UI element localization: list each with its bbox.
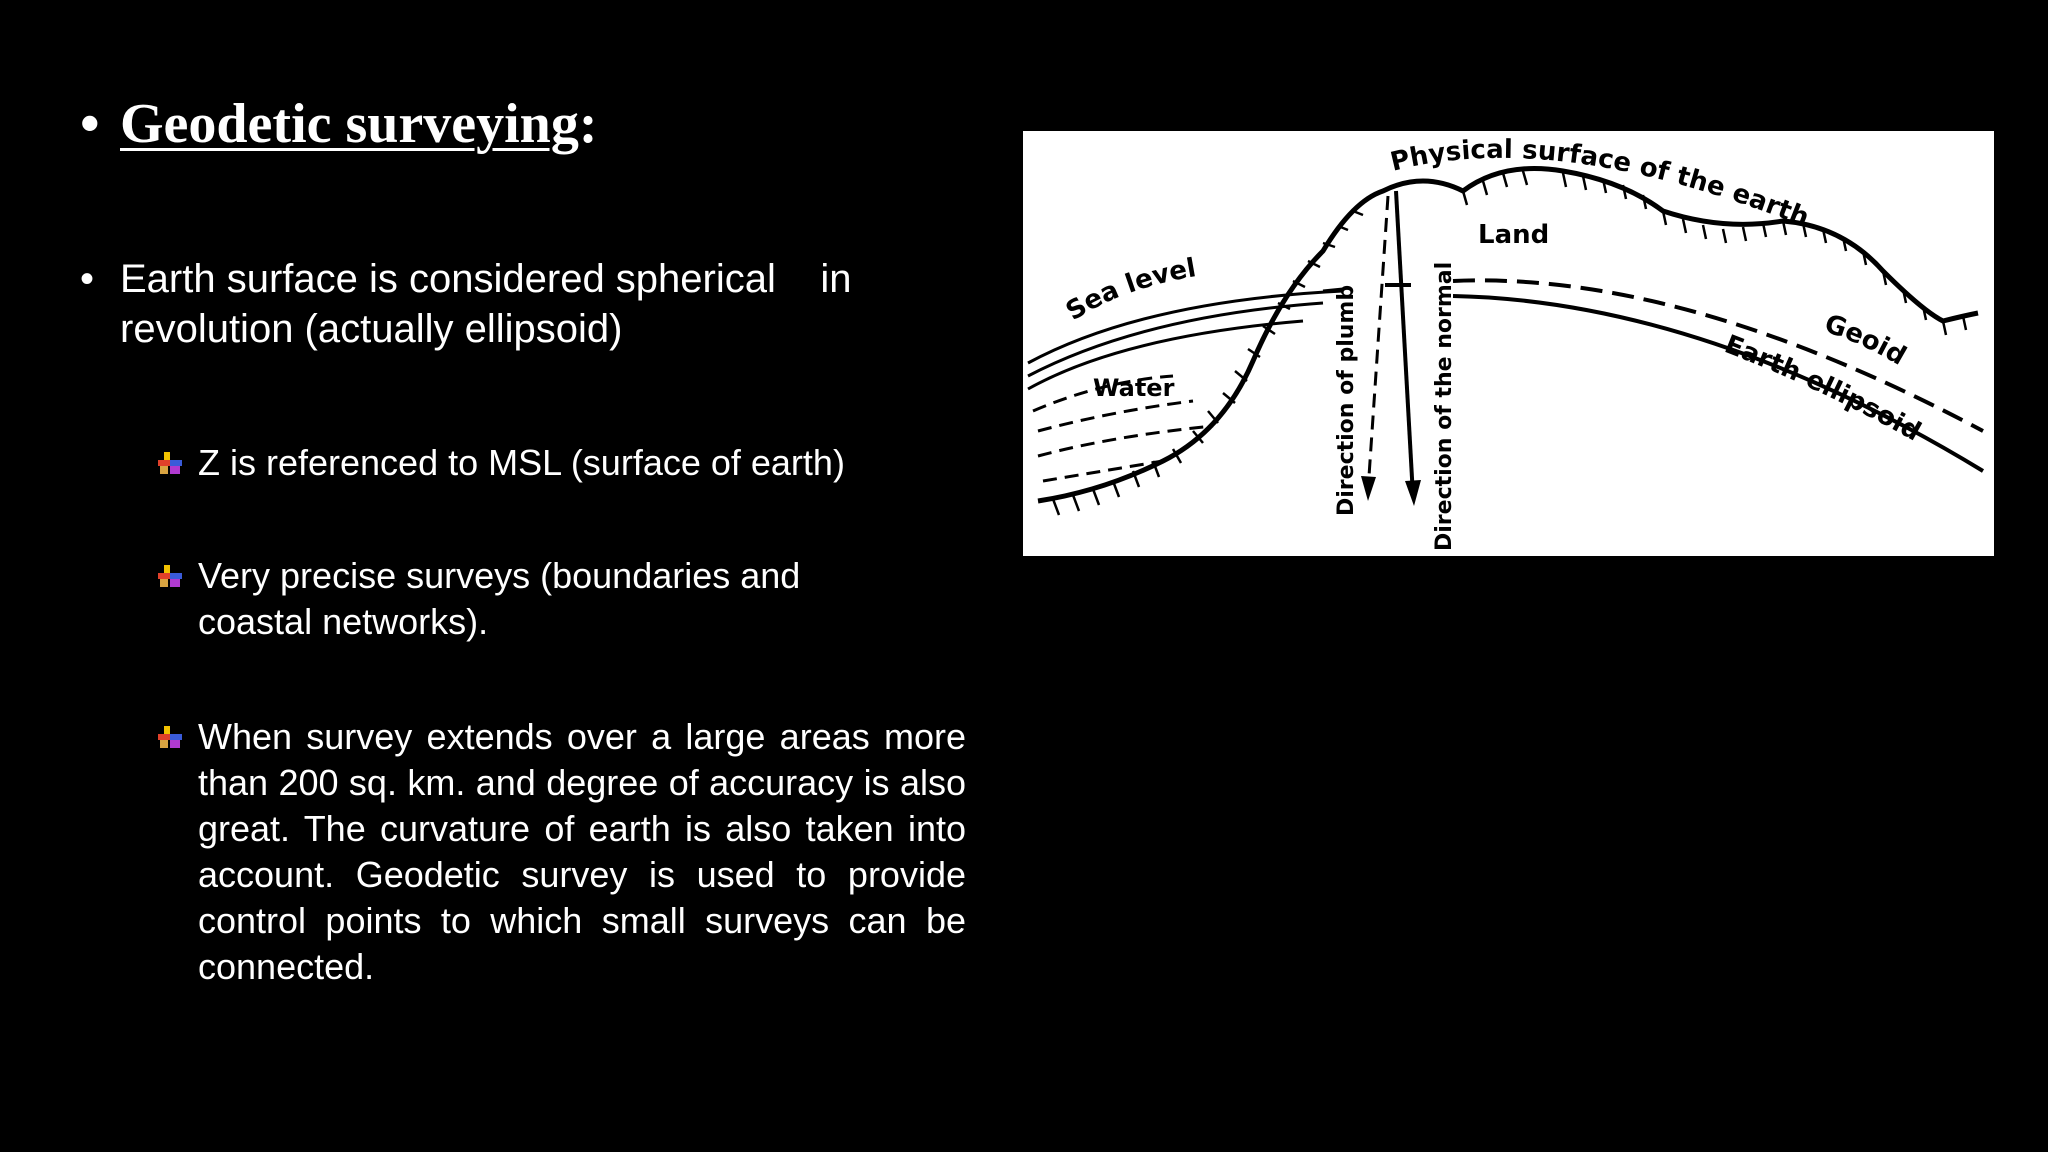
- title-text: Geodetic surveying: [120, 93, 579, 155]
- bullet-dot: •: [80, 257, 95, 301]
- title-colon: :: [578, 93, 598, 155]
- sub-bullet-large-areas: [158, 714, 966, 990]
- main-bullet-line-1: Earth surface is considered spherical in: [120, 257, 852, 301]
- main-bullet-line-2: revolution (actually ellipsoid): [120, 307, 623, 351]
- label-physical-surface: Physical surface of the earth: [1387, 134, 1814, 234]
- normal-line: [1396, 191, 1413, 496]
- sub-bullet-precise: [158, 553, 966, 645]
- label-direction-plumb: Direction of plumb: [1334, 284, 1359, 516]
- colored-block-bullet-icon: [158, 726, 182, 748]
- ellipsoid-curve: [1453, 296, 1983, 471]
- sub-bullet-text-line-1: Very precise surveys (boundaries and: [198, 555, 801, 596]
- label-sea-level: Sea level: [1060, 253, 1199, 327]
- label-geoid: Geoid: [1820, 309, 1912, 372]
- sub-bullet-paragraph: When survey extends over a large areas more than 200 sq. km. and degree of accuracy is also great. The curvature of earth is also taken into account. Geodetic survey is used to provide control points to which small surveys can be connected.: [198, 716, 966, 987]
- diagram-svg: [1023, 131, 1994, 556]
- label-direction-normal: Direction of the normal: [1432, 261, 1457, 551]
- plumb-line: [1368, 196, 1388, 491]
- label-land: Land: [1478, 220, 1550, 250]
- plumb-arrowhead: [1361, 476, 1376, 501]
- normal-arrowhead: [1405, 480, 1421, 506]
- sub-bullet-text: Z is referenced to MSL (surface of earth): [198, 442, 845, 483]
- colored-block-bullet-icon: [158, 565, 182, 587]
- main-bullet: [80, 254, 920, 354]
- geoid-ellipsoid-diagram: [1023, 131, 1994, 556]
- label-earth-ellipsoid: Earth ellipsoid: [1720, 329, 1926, 448]
- sub-bullet-msl: [158, 440, 966, 486]
- label-water: Water: [1093, 374, 1175, 402]
- sub-bullet-text-line-2: coastal networks).: [198, 601, 489, 642]
- slide-title: [80, 88, 597, 160]
- colored-block-bullet-icon: [158, 452, 182, 474]
- title-bullet: •: [80, 93, 100, 155]
